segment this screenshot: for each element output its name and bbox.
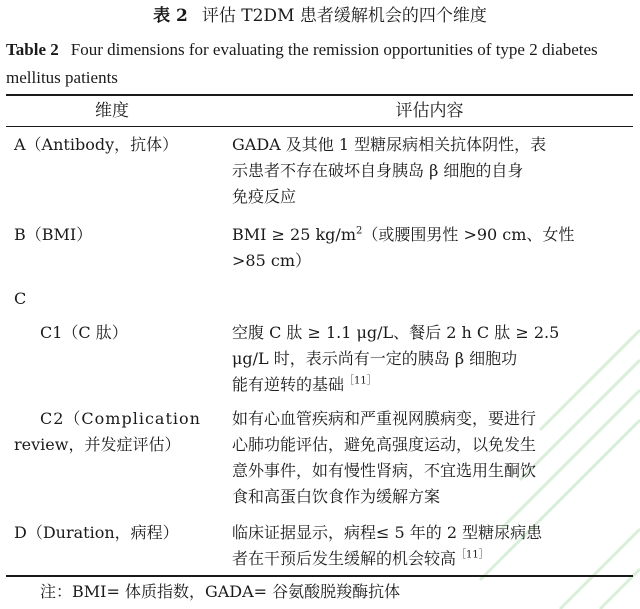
row-c1-content-line-3 <box>232 372 377 398</box>
row-c1-dimension: C1（C 肽） <box>40 323 128 342</box>
table-number-chinese: 表 2 <box>153 6 188 26</box>
row-c2-content-line-4: 食和高蛋白饮食作为缓解方案 <box>232 487 441 506</box>
row-d-content-line-1: 临床证据显示，病程≤ 5 年的 2 型糖尿病患 <box>232 523 543 542</box>
row-d-content-line-2 <box>232 546 489 572</box>
table-number-english: Table 2 <box>6 40 59 59</box>
bmi-unit-superscript: 2 <box>355 225 363 237</box>
row-c-dimension: C <box>14 289 27 308</box>
table-header-rule <box>6 126 633 127</box>
row-b-content-line-1 <box>232 222 574 248</box>
row-b-content-line-2: >85 cm） <box>232 251 311 270</box>
row-a-content-line-2: 示患者不存在破坏自身胰岛 β 细胞的自身 <box>232 161 524 180</box>
row-c2-content-line-3: 意外事件，如有慢性肾病，不宜选用生酮饮 <box>232 461 537 480</box>
table-title-chinese: 评估 T2DM 患者缓解机会的四个维度 <box>201 6 487 26</box>
header-content: 评估内容 <box>395 101 464 121</box>
table-caption-chinese <box>0 4 640 28</box>
row-c2-content-line-1: 如有心血管疾病和严重视网膜病变，要进行 <box>232 409 537 428</box>
row-c2-dimension-line-1: C2（Complication <box>40 409 201 428</box>
citation-ref: ［11］ <box>344 375 377 387</box>
row-a-dimension: A（Antibody，抗体） <box>14 135 179 154</box>
row-c2-content-line-2: 心肺功能评估，避免高强度运动，以免发生 <box>232 435 537 454</box>
row-d-dimension: D（Duration，病程） <box>14 523 179 542</box>
row-d-line-2-text: 者在干预后发生缓解的机会较高 <box>232 549 457 568</box>
citation-ref: ［11］ <box>456 549 489 561</box>
table-title-english: Four dimensions for evaluating the remission opportunities of type 2 diabetes mellitus patients <box>6 40 598 87</box>
row-a-content-line-1: GADA 及其他 1 型糖尿病相关抗体阴性，表 <box>232 135 547 154</box>
row-c1-content-line-1: 空腹 C 肽 ≥ 1.1 μg/L、餐后 2 h C 肽 ≥ 2.5 <box>232 323 560 342</box>
header-dimension: 维度 <box>95 101 129 121</box>
table-footnote: 注：BMI= 体质指数，GADA= 谷氨酸脱羧酶抗体 <box>40 582 401 601</box>
row-c2-dimension-line-2: review，并发症评估） <box>14 435 181 454</box>
row-c1-line-3-text: 能有逆转的基础 <box>232 375 345 394</box>
table-bottom-rule <box>6 575 633 577</box>
row-c1-content-line-2: μg/L 时，表示尚有一定的胰岛 β 细胞功 <box>232 349 518 368</box>
table-caption-english <box>6 36 636 92</box>
row-a-content-line-3: 免疫反应 <box>232 187 297 206</box>
row-b-dimension: B（BMI） <box>14 225 93 244</box>
bmi-criterion: BMI ≥ 25 kg/m <box>232 225 356 244</box>
waist-criterion: （或腰围男性 >90 cm、女性 <box>362 225 575 244</box>
